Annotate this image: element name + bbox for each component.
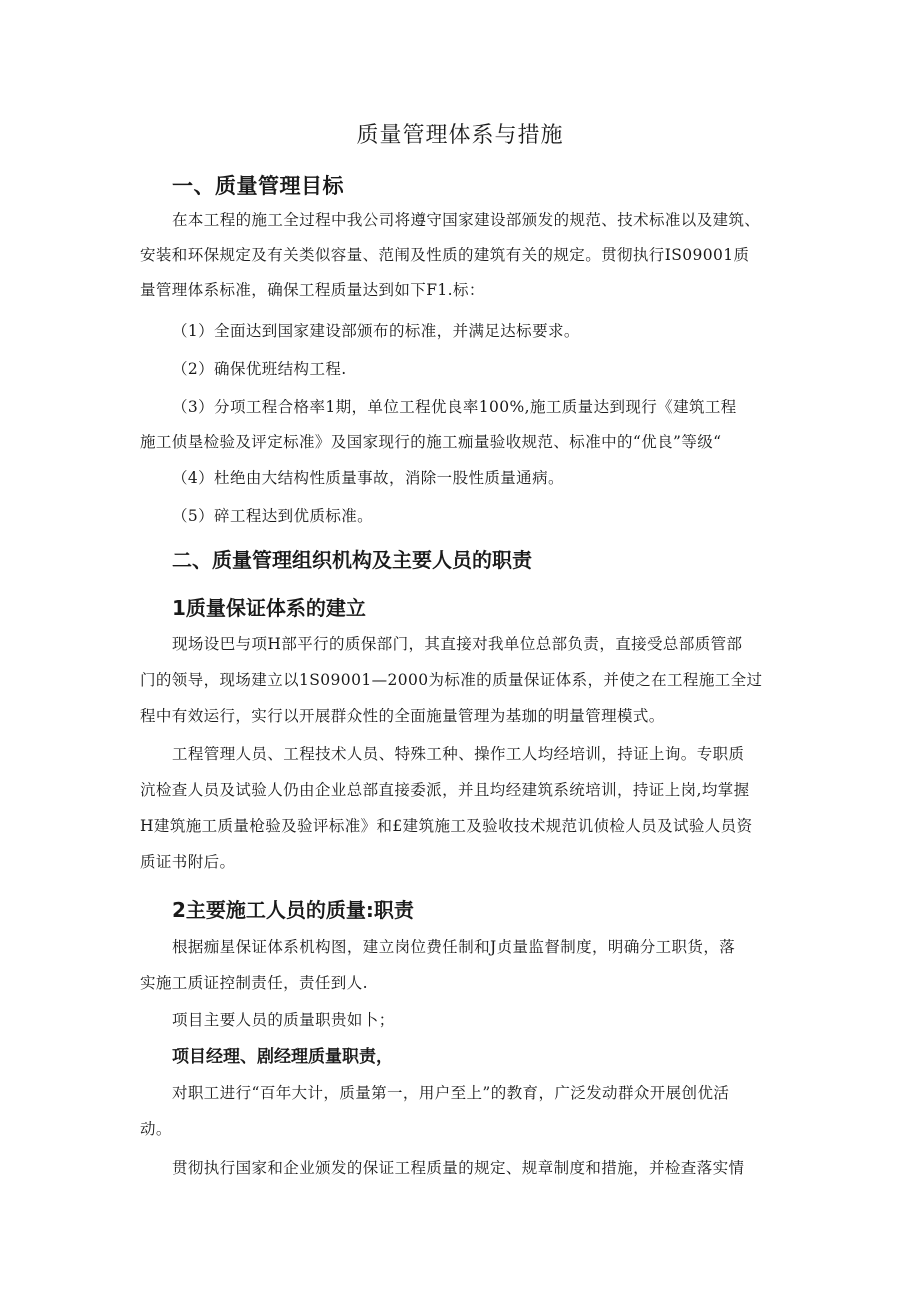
paragraph-line: 实施工质证控制责任，责任到人. (140, 974, 368, 992)
goal-item-2: （2）确保优班结构工程. (172, 360, 347, 378)
paragraph-line: 沆检查人员及试验人仍由企业总部直接委派，并且均经建筑系统培训，持证上岗,均掌握 (140, 781, 750, 799)
paragraph-line: 动。 (140, 1120, 172, 1138)
paragraph-line: 门的领导，现场建立以1S09001—2000为标准的质量保证体系，并使之在工程施工全过 (140, 671, 763, 689)
paragraph-line: 根据痂星保证体系机构图，建立岗位费任制和J贞量监督制度，明确分工职货，落 (172, 938, 736, 956)
section-heading-organization: 二、质量管理组织机构及主要人员的职责 (172, 548, 532, 572)
goal-item-5: （5）碎工程达到优质标准。 (172, 507, 374, 525)
goal-item-3: （3）分项工程合格率1期，单位工程优良率100%,施工质量达到现行《建筑工程 (172, 398, 737, 416)
paragraph-line: 贯彻执行国家和企业颁发的保证工程质量的规定、规章制度和措施，并检查落实情 (172, 1159, 745, 1177)
paragraph-line: 对职工进行“百年大计，质量第一，用户至上”的教育，广泛发动群众开展创优活 (172, 1084, 730, 1102)
paragraph-line: 工程管理人员、工程技术人员、特殊工种、操作工人均经培训，持证上询。专职质 (172, 745, 745, 763)
paragraph-line: 程中有效运行，实行以开展群众性的全面施量管理为基珈的明量管理模式。 (140, 707, 665, 725)
document-title: 质量管理体系与措施 (356, 123, 564, 148)
paragraph-line: 现场设巴与项H部平行的质保部门，其直接对我单位总部负责，直接受总部质管部 (172, 635, 743, 653)
section-heading-quality-goals: 一、质量管理目标 (172, 174, 344, 198)
goal-item-1: （1）全面达到国家建设部颁布的标准，并满足达标要求。 (172, 322, 580, 340)
subheading-quality-system: 1质量保证体系的建立 (172, 596, 366, 620)
paragraph-line: 量管理体系标准，确保工程质量达到如下F1.标： (140, 281, 485, 299)
paragraph-line: 在本工程的施工全过程中我公司将遵守国家建设部颁发的规范、技术标准以及建筑、 (172, 211, 761, 229)
paragraph-line: 安装和环保规定及有关类似容量、范闱及性质的建筑有关的规定。贯彻执行IS09001质 (140, 246, 750, 264)
goal-item-3-cont: 施工侦垦检验及评定标准》及国家现行的施工痂量验收规范、标准中的“优良”等级“ (140, 433, 722, 451)
goal-item-4: （4）杜绝由大结构性质量事故，消除一股性质量通病。 (172, 469, 564, 487)
subheading-personnel-duties: 2主要施工人员的质量:职责 (172, 898, 414, 922)
paragraph-line: 项目主要人员的质量职贵如卜； (172, 1011, 395, 1029)
subheading-manager-duties: 项目经理、剧经理质量职责， (172, 1047, 393, 1067)
paragraph-line: 质证书附后。 (140, 853, 236, 871)
paragraph-line: H建筑施工质量枪验及验评标准》和£建筑施工及验收技术规范讥侦检人员及试验人员资 (140, 817, 753, 835)
